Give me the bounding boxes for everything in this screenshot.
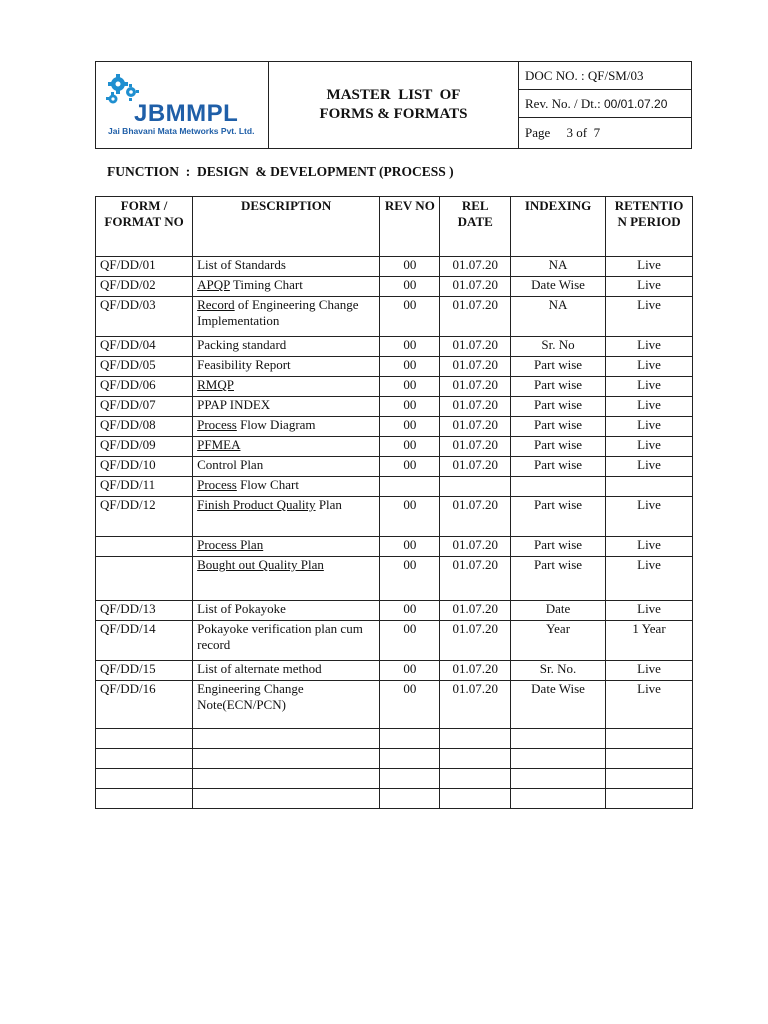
description-underlined: RMQP	[197, 377, 234, 392]
rev-no-cell: 00	[380, 661, 440, 681]
indexing-cell: NA	[511, 257, 606, 277]
retention-cell: Live	[606, 337, 693, 357]
table-row	[96, 789, 693, 809]
description-underlined: Bought out Quality Plan	[197, 557, 324, 572]
retention-cell	[606, 477, 693, 497]
description-cell	[193, 789, 380, 809]
retention-cell	[606, 749, 693, 769]
revision-label: Rev. No. / Dt.:	[525, 95, 604, 111]
description-text: Pokayoke verification plan cum record	[197, 621, 363, 652]
rev-no-cell	[380, 769, 440, 789]
table-row	[96, 537, 693, 557]
form-no-cell	[96, 537, 193, 557]
description-underlined: APQP	[197, 277, 230, 292]
indexing-cell: Sr. No.	[511, 661, 606, 681]
indexing-cell: Date Wise	[511, 681, 606, 729]
indexing-cell: Part wise	[511, 397, 606, 417]
table-row	[96, 601, 693, 621]
form-no-cell	[96, 729, 193, 749]
indexing-cell	[511, 769, 606, 789]
forms-table	[95, 196, 693, 809]
col-rel-date: REL DATE	[440, 197, 511, 257]
retention-cell: Live	[606, 661, 693, 681]
form-no-cell: QF/DD/15	[96, 661, 193, 681]
rel-date-cell	[440, 477, 511, 497]
rev-no-cell: 00	[380, 457, 440, 477]
retention-cell	[606, 769, 693, 789]
description-cell	[193, 377, 380, 397]
description-text: List of alternate method	[197, 661, 322, 676]
form-no-cell: QF/DD/01	[96, 257, 193, 277]
description-text: Engineering Change Note(ECN/PCN)	[197, 681, 304, 712]
description-cell	[193, 477, 380, 497]
table-row	[96, 729, 693, 749]
title-line-2: FORMS & FORMATS	[319, 106, 468, 122]
rev-no-cell	[380, 729, 440, 749]
indexing-cell: Part wise	[511, 437, 606, 457]
description-cell	[193, 749, 380, 769]
rel-date-cell: 01.07.20	[440, 357, 511, 377]
table-body	[96, 257, 693, 809]
retention-cell: Live	[606, 437, 693, 457]
table-row	[96, 557, 693, 601]
indexing-cell: Part wise	[511, 557, 606, 601]
rev-no-cell: 00	[380, 681, 440, 729]
document-header	[95, 61, 692, 149]
form-no-cell: QF/DD/06	[96, 377, 193, 397]
table-row	[96, 357, 693, 377]
description-text: Flow Diagram	[236, 417, 316, 432]
retention-cell	[606, 789, 693, 809]
description-text: of Engineering Change Implementation	[197, 297, 359, 328]
table-row	[96, 681, 693, 729]
company-logo	[96, 62, 269, 148]
table-row	[96, 257, 693, 277]
form-no-cell: QF/DD/14	[96, 621, 193, 661]
function-heading: FUNCTION : DESIGN & DEVELOPMENT (PROCESS )	[107, 164, 454, 179]
rel-date-cell: 01.07.20	[440, 397, 511, 417]
table-row	[96, 749, 693, 769]
table-row	[96, 377, 693, 397]
form-no-cell: QF/DD/03	[96, 297, 193, 337]
rel-date-cell	[440, 729, 511, 749]
description-cell	[193, 357, 380, 377]
description-underlined: PFMEA	[197, 437, 241, 452]
rev-no-cell	[380, 477, 440, 497]
table-row	[96, 437, 693, 457]
description-text: List of Standards	[197, 257, 286, 272]
rev-no-cell: 00	[380, 557, 440, 601]
description-cell	[193, 457, 380, 477]
title-line-1: MASTER LIST OF	[326, 87, 461, 103]
description-underlined: Process Plan	[197, 537, 264, 552]
rel-date-cell: 01.07.20	[440, 417, 511, 437]
description-cell	[193, 297, 380, 337]
table-row	[96, 497, 693, 537]
document-title	[269, 62, 519, 148]
rel-date-cell: 01.07.20	[440, 337, 511, 357]
indexing-cell: Part wise	[511, 497, 606, 537]
description-cell	[193, 769, 380, 789]
indexing-cell: Part wise	[511, 537, 606, 557]
rev-no-cell: 00	[380, 417, 440, 437]
retention-cell: Live	[606, 537, 693, 557]
rev-no-cell: 00	[380, 621, 440, 661]
retention-cell: Live	[606, 457, 693, 477]
form-no-cell	[96, 769, 193, 789]
indexing-cell	[511, 729, 606, 749]
indexing-cell: Part wise	[511, 357, 606, 377]
rel-date-cell: 01.07.20	[440, 257, 511, 277]
doc-number: DOC NO. : QF/SM/03	[519, 62, 691, 90]
form-no-cell: QF/DD/07	[96, 397, 193, 417]
indexing-cell	[511, 789, 606, 809]
form-no-cell: QF/DD/11	[96, 477, 193, 497]
table-row	[96, 621, 693, 661]
revision	[519, 90, 691, 118]
description-cell	[193, 277, 380, 297]
retention-cell: 1 Year	[606, 621, 693, 661]
rev-no-cell	[380, 789, 440, 809]
description-cell	[193, 729, 380, 749]
table-row	[96, 337, 693, 357]
rel-date-cell: 01.07.20	[440, 621, 511, 661]
form-no-cell: QF/DD/02	[96, 277, 193, 297]
rev-no-cell: 00	[380, 277, 440, 297]
indexing-cell: Sr. No	[511, 337, 606, 357]
description-text: List of Pokayoke	[197, 601, 286, 616]
indexing-cell: Part wise	[511, 457, 606, 477]
indexing-cell: Date	[511, 601, 606, 621]
form-no-cell: QF/DD/08	[96, 417, 193, 437]
form-no-cell: QF/DD/12	[96, 497, 193, 537]
description-cell	[193, 557, 380, 601]
indexing-cell	[511, 477, 606, 497]
description-text: Plan	[315, 497, 342, 512]
rel-date-cell	[440, 769, 511, 789]
table-row	[96, 297, 693, 337]
table-row	[96, 661, 693, 681]
table-row	[96, 417, 693, 437]
rev-no-cell: 00	[380, 537, 440, 557]
form-no-cell: QF/DD/09	[96, 437, 193, 457]
form-no-cell	[96, 557, 193, 601]
description-cell	[193, 621, 380, 661]
logo-text: JBMMPL	[134, 100, 239, 127]
rel-date-cell: 01.07.20	[440, 277, 511, 297]
form-no-cell	[96, 749, 193, 769]
col-retention-period: RETENTIO N PERIOD	[606, 197, 693, 257]
description-text: Timing Chart	[229, 277, 303, 292]
description-text: Feasibility Report	[197, 357, 291, 372]
description-text: Control Plan	[197, 457, 264, 472]
retention-cell: Live	[606, 377, 693, 397]
col-rev-no: REV NO	[380, 197, 440, 257]
table-row	[96, 397, 693, 417]
page-number: Page 3 of 7	[525, 125, 601, 140]
rel-date-cell: 01.07.20	[440, 377, 511, 397]
description-cell	[193, 681, 380, 729]
description-text: Packing standard	[197, 337, 287, 352]
form-no-cell: QF/DD/10	[96, 457, 193, 477]
indexing-cell	[511, 749, 606, 769]
description-cell	[193, 661, 380, 681]
revision-value: 00/01.07.20	[603, 96, 668, 111]
description-text: Flow Chart	[236, 477, 299, 492]
rev-no-cell	[380, 749, 440, 769]
form-no-cell: QF/DD/13	[96, 601, 193, 621]
retention-cell: Live	[606, 417, 693, 437]
rev-no-cell: 00	[380, 437, 440, 457]
col-form-no: FORM / FORMAT NO	[96, 197, 193, 257]
description-text: PPAP INDEX	[197, 397, 271, 412]
description-cell	[193, 437, 380, 457]
form-no-cell	[96, 789, 193, 809]
company-name: Jai Bhavani Mata Metworks Pvt. Ltd.	[108, 126, 255, 136]
retention-cell: Live	[606, 557, 693, 601]
col-indexing: INDEXING	[511, 197, 606, 257]
retention-cell: Live	[606, 497, 693, 537]
document-meta	[519, 62, 691, 148]
description-underlined: Process	[197, 417, 237, 432]
rel-date-cell: 01.07.20	[440, 681, 511, 729]
rel-date-cell: 01.07.20	[440, 437, 511, 457]
rel-date-cell: 01.07.20	[440, 297, 511, 337]
table-row	[96, 457, 693, 477]
retention-cell: Live	[606, 681, 693, 729]
rel-date-cell: 01.07.20	[440, 661, 511, 681]
table-header-row	[96, 197, 693, 257]
description-cell	[193, 497, 380, 537]
rev-no-cell: 00	[380, 297, 440, 337]
description-cell	[193, 397, 380, 417]
description-cell	[193, 337, 380, 357]
rev-no-cell: 00	[380, 337, 440, 357]
rev-no-cell: 00	[380, 377, 440, 397]
rel-date-cell: 01.07.20	[440, 537, 511, 557]
rel-date-cell	[440, 789, 511, 809]
retention-cell: Live	[606, 297, 693, 337]
retention-cell: Live	[606, 277, 693, 297]
indexing-cell: Date Wise	[511, 277, 606, 297]
table-row	[96, 769, 693, 789]
table-row	[96, 277, 693, 297]
description-underlined: Record	[197, 297, 235, 312]
rev-no-cell: 00	[380, 601, 440, 621]
rel-date-cell: 01.07.20	[440, 557, 511, 601]
rel-date-cell	[440, 749, 511, 769]
rev-no-cell: 00	[380, 257, 440, 277]
rev-no-cell: 00	[380, 397, 440, 417]
description-underlined: Process	[197, 477, 237, 492]
description-cell	[193, 417, 380, 437]
indexing-cell: Year	[511, 621, 606, 661]
retention-cell: Live	[606, 601, 693, 621]
description-underlined: Finish Product Quality	[197, 497, 316, 512]
rev-no-cell: 00	[380, 497, 440, 537]
retention-cell: Live	[606, 357, 693, 377]
retention-cell	[606, 729, 693, 749]
indexing-cell: NA	[511, 297, 606, 337]
description-cell	[193, 537, 380, 557]
form-no-cell: QF/DD/05	[96, 357, 193, 377]
rel-date-cell: 01.07.20	[440, 497, 511, 537]
description-cell	[193, 601, 380, 621]
col-description: DESCRIPTION	[193, 197, 380, 257]
rel-date-cell: 01.07.20	[440, 601, 511, 621]
form-no-cell: QF/DD/16	[96, 681, 193, 729]
description-cell	[193, 257, 380, 277]
indexing-cell: Part wise	[511, 377, 606, 397]
rev-no-cell: 00	[380, 357, 440, 377]
form-no-cell: QF/DD/04	[96, 337, 193, 357]
indexing-cell: Part wise	[511, 417, 606, 437]
retention-cell: Live	[606, 257, 693, 277]
table-row	[96, 477, 693, 497]
retention-cell: Live	[606, 397, 693, 417]
rel-date-cell: 01.07.20	[440, 457, 511, 477]
